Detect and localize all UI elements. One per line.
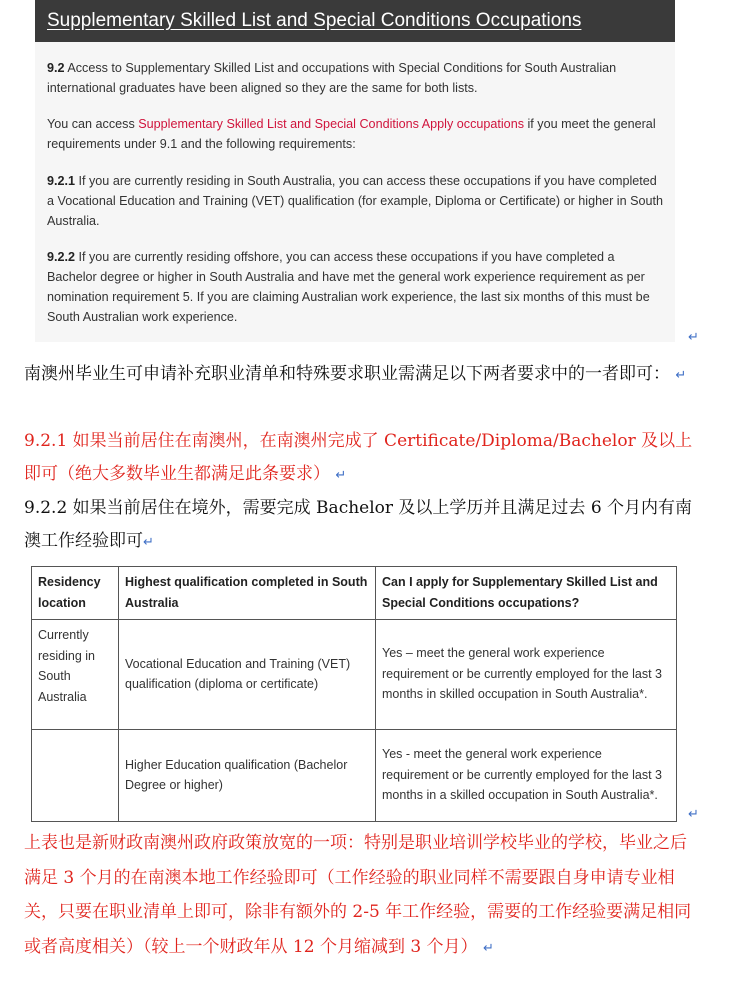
cell-location: Currently residing in South Australia — [32, 620, 119, 730]
access-text-after: if you meet the general requirements under 9.1 and the following requirements: — [47, 117, 656, 151]
chinese-requirement-1 — [24, 425, 694, 492]
cell-location — [32, 730, 119, 822]
paragraph-9-2-1 — [47, 171, 667, 231]
clause-number: 9.2.1 — [47, 174, 76, 188]
residency-qualification-table — [31, 566, 677, 822]
chinese-requirement-1-text: 9.2.1 如果当前居住在南澳州，在南澳州完成了 Certificate/Diploma/Bachelor 及以上即可（绝大多数毕业生都满足此条要求） — [24, 431, 693, 484]
return-mark-icon: ↵ — [335, 468, 347, 483]
chinese-intro — [24, 358, 694, 392]
clause-text: If you are currently residing offshore, you can access these occupations if you have completed a Bachelor degree or higher in South Australia and have met the general work experience requirement as per nomination requirement 5. If you are claiming Australian work experience, the last six months of this must be South Australian work experience. — [47, 250, 650, 324]
return-mark-icon: ↵ — [482, 940, 494, 956]
header-can-i-apply: Can I apply for Supplementary Skilled List and Special Conditions occupations? — [376, 567, 677, 620]
cell-qualification: Higher Education qualification (Bachelor Degree or higher) — [119, 730, 376, 822]
occupations-link[interactable]: Supplementary Skilled List and Special Conditions Apply occupations — [138, 117, 524, 131]
access-text-before: You can access — [47, 117, 139, 131]
clause-number: 9.2.2 — [47, 250, 76, 264]
return-mark-icon: ↵ — [688, 330, 699, 345]
clause-number: 9.2 — [47, 61, 65, 75]
chinese-requirement-2-text: 9.2.2 如果当前居住在境外，需要完成 Bachelor 及以上学历并且满足过去 6 个月内有南澳工作经验即可 — [24, 498, 693, 551]
header-residency-location: Residency location — [32, 567, 119, 620]
cell-answer: Yes - meet the general work experience requirement or be currently employed for the last 3 months in a skilled occupation in South Australia*. — [376, 730, 677, 822]
cell-answer: Yes – meet the general work experience requirement or be currently employed for the last 3 months in skilled occupation in South Australia*. — [376, 620, 677, 730]
return-mark-icon: ↵ — [675, 368, 687, 383]
clause-text: Access to Supplementary Skilled List and occupations with Special Conditions for South Australian international graduates have been aligned so they are the same for both lists. — [47, 61, 617, 95]
paragraph-access — [47, 114, 667, 154]
section-banner — [35, 0, 675, 42]
chinese-intro-text: 南澳州毕业生可申请补充职业清单和特殊要求职业需满足以下两者要求中的一者即可： — [24, 364, 670, 384]
table-header-row — [32, 567, 677, 620]
section-title[interactable]: Supplementary Skilled List and Special Conditions Occupations — [47, 10, 582, 31]
table-row — [32, 620, 677, 730]
paragraph-9-2-2 — [47, 247, 667, 327]
cell-qualification: Vocational Education and Training (VET) qualification (diploma or certificate) — [119, 620, 376, 730]
table-row — [32, 730, 677, 822]
chinese-requirement-2 — [24, 492, 694, 559]
chinese-note-text: 上表也是新财政南澳州政府政策放宽的一项：特别是职业培训学校毕业的学校，毕业之后满足 3 个月的在南澳本地工作经验即可（工作经验的职业同样不需要跟自身申请专业相关，只要在职业清单上即可，除非有额外的 2-5 年工作经验，需要的工作经验要满足相同或者高度相关）（较上一个财政年从 12 个月缩减到 3 个月） — [24, 833, 692, 957]
return-mark-icon: ↵ — [143, 535, 154, 550]
chinese-note — [24, 826, 694, 966]
header-highest-qualification: Highest qualification completed in South Australia — [119, 567, 376, 620]
paragraph-9-2 — [47, 58, 667, 98]
clause-text: If you are currently residing in South Australia, you can access these occupations if you have completed a Vocational Education and Training (VET) qualification (for example, Diploma or Certificate) or higher in South Australia. — [47, 174, 664, 228]
return-mark-icon: ↵ — [688, 807, 699, 822]
